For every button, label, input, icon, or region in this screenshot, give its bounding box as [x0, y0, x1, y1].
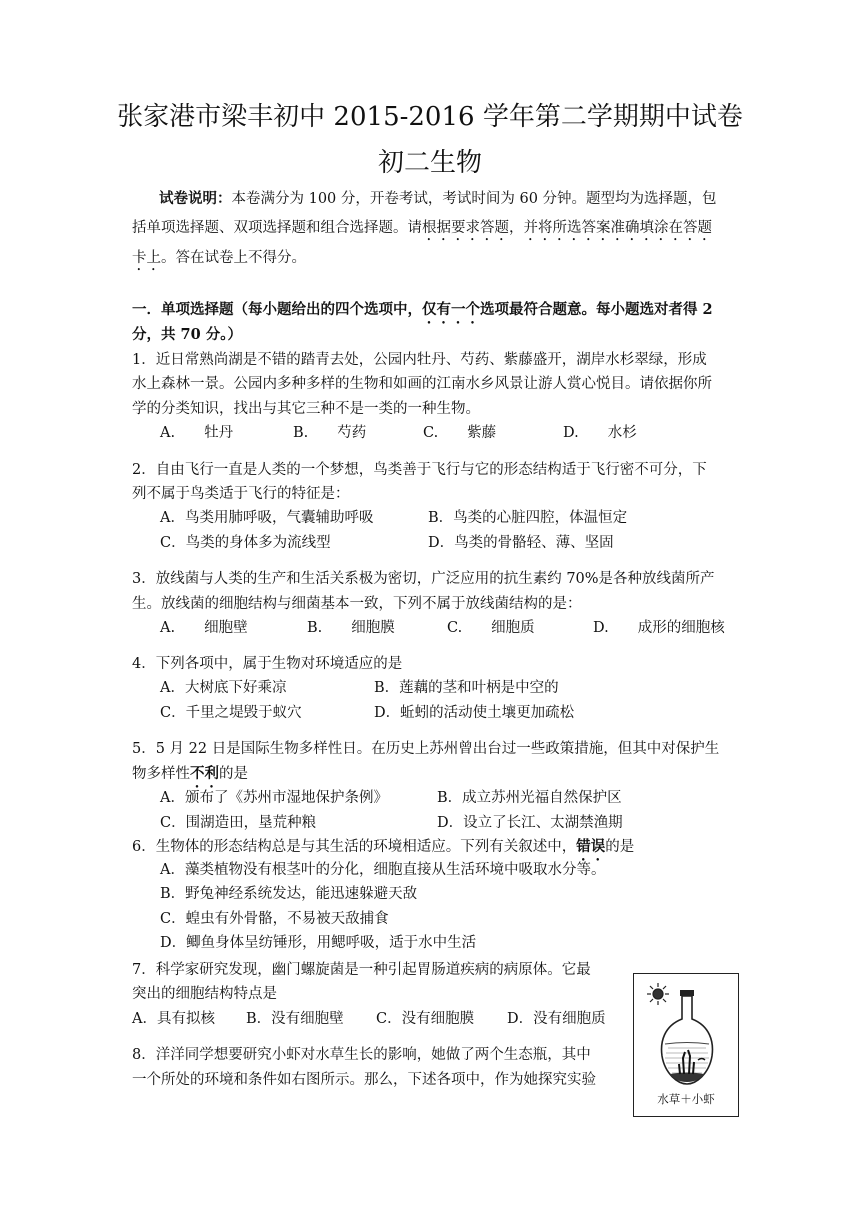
- question-2-option-b: B．鸟类的心脏四腔，体温恒定: [428, 510, 628, 526]
- question-1-option-c: C. 紫藤: [423, 425, 497, 441]
- question-1-option-a: A. 牡丹: [160, 425, 234, 441]
- section-heading-emphasis: 仅有一个: [422, 301, 480, 318]
- question-6-option-b: B．野兔神经系统发达，能迅速躲避天敌: [160, 886, 418, 902]
- question-7-option-b: B．没有细胞壁: [246, 1011, 344, 1027]
- question-5-option-d: D．设立了长江、太湖禁渔期: [437, 815, 623, 831]
- instructions-label: 试卷说明：: [159, 190, 232, 207]
- question-7-line-2: 突出的细胞结构特点是: [132, 986, 277, 1002]
- question-3-option-a: A. 细胞壁: [160, 620, 248, 636]
- question-2-line-2: 列不属于鸟类适于飞行的特征是：: [132, 486, 350, 502]
- question-7-line-1: 7．科学家研究发现，幽门螺旋菌是一种引起胃肠道疾病的病原体。它最: [132, 962, 591, 978]
- question-6-option-a: A．藻类植物没有根茎叶的分化，细胞直接从生活环境中吸取水分等。: [160, 862, 606, 878]
- question-5-emphasis: 不利: [190, 765, 219, 782]
- question-3-option-c: C. 细胞质: [447, 620, 535, 636]
- page-title: 张家港市梁丰初中 2015-2016 学年第二学期期中试卷: [117, 102, 743, 132]
- question-6-text-a: 6．生物体的形态结构总是与其生活的环境相适应。下列有关叙述中，: [132, 839, 577, 855]
- question-1-line-3: 学的分类知识，找出与其它三种不是一类的一种生物。: [132, 401, 480, 417]
- question-6-option-d: D．鲫鱼身体呈纺锤形，用鳃呼吸，适于水中生活: [160, 935, 477, 951]
- question-8-line-1: 8．洋洋同学想要研究小虾对水草生长的影响，她做了两个生态瓶，其中: [132, 1047, 591, 1063]
- question-2-line-1: 2．自由飞行一直是人类的一个梦想，鸟类善于飞行与它的形态结构适于飞行密不可分，下: [132, 462, 707, 478]
- question-3-line-1: 3．放线菌与人类的生产和生活关系极为密切，广泛应用的抗生素约 70%是各种放线菌所产: [132, 571, 715, 587]
- section-heading-line-2: 分，共 70 分。）: [132, 326, 243, 343]
- question-1-option-d: D. 水杉: [563, 425, 637, 441]
- question-5-line-2: [132, 765, 248, 791]
- question-5-text-c: 的是: [219, 766, 248, 782]
- question-5-option-b: B．成立苏州光福自然保护区: [437, 790, 622, 806]
- question-4-option-b: B．莲藕的茎和叶柄是中空的: [374, 680, 559, 696]
- section-heading-text-a: 一．单项选择题（每小题给出的四个选项中，: [132, 301, 422, 318]
- question-7-option-a: A．具有拟核: [132, 1011, 215, 1027]
- question-5-option-c: C．围湖造田，垦荒种粮: [160, 815, 317, 831]
- instructions-text-3b: 。答在试卷上不得分。: [161, 250, 306, 266]
- instructions-text-1: 本卷满分为 100 分，开卷考试，考试时间为 60 分钟。题型均为选择题，包: [231, 191, 717, 207]
- question-1-line-1: 1．近日常熟尚湖是不错的踏青去处，公园内牡丹、芍药、紫藤盛开，湖岸水杉翠绿，形成: [132, 352, 707, 368]
- instructions-emphasis-3: 卡上: [132, 250, 161, 266]
- question-6-emphasis: 错误: [576, 838, 606, 855]
- question-4-line-1: 4．下列各项中，属于生物对环境适应的是: [132, 656, 403, 672]
- question-4-option-d: D．蚯蚓的活动使土壤更加疏松: [374, 705, 575, 721]
- section-heading-text-c: 选项最符合题意。每小题选对者得 2: [480, 301, 713, 318]
- instructions-emphasis-1: 根据要求答题: [422, 220, 509, 236]
- question-1-line-2: 水上森林一景。公园内多种多样的生物和如画的江南水乡风景让游人赏心悦目。请依据你所: [132, 376, 712, 392]
- question-6-line-1: [132, 838, 634, 864]
- question-7-option-d: D．没有细胞质: [507, 1011, 606, 1027]
- question-3-line-2: 生。放线菌的细胞结构与细菌基本一致，下列不属于放线菌结构的是：: [132, 596, 582, 612]
- instructions-line-1: [159, 190, 717, 208]
- question-6-option-c: C．蝗虫有外骨骼，不易被天敌捕食: [160, 911, 389, 927]
- sun-icon: [647, 983, 669, 1005]
- figure-caption: 水草＋小虾: [657, 1092, 715, 1106]
- page-subtitle: 初二生物: [377, 148, 482, 178]
- question-6-text-c: 的是: [605, 839, 635, 855]
- question-5-option-a: A．颁布了《苏州市湿地保护条例》: [160, 790, 388, 806]
- question-2-option-a: A．鸟类用肺呼吸，气囊辅助呼吸: [160, 510, 374, 526]
- question-4-option-a: A．大树底下好乘凉: [160, 680, 287, 696]
- flask-outline: [662, 996, 713, 1084]
- question-5-line-1: 5．5 月 22 日是国际生物多样性日。在历史上苏州曾出台过一些政策措施，但其中对保护生: [132, 741, 720, 757]
- question-7-option-c: C．没有细胞膜: [376, 1011, 475, 1027]
- instructions-text-2a: 括单项选择题、双项选择题和组合选择题。请: [132, 220, 422, 236]
- section-heading-line-1: [132, 301, 713, 327]
- question-8-line-2: 一个所处的环境和条件如右图所示。那么，下述各项中，作为她探究实验: [132, 1072, 596, 1088]
- question-1-option-b: B. 芍药: [293, 425, 367, 441]
- instructions-text-2c: ，: [509, 220, 524, 236]
- instructions-emphasis-2: 并将所选答案准确填涂在答题: [523, 220, 712, 236]
- instructions-line-2: [132, 220, 712, 244]
- ecological-bottle-figure: [633, 973, 739, 1117]
- question-3-option-d: D. 成形的细胞核: [593, 620, 725, 636]
- question-2-option-c: C．鸟类的身体多为流线型: [160, 535, 331, 551]
- instructions-line-3: [132, 250, 306, 274]
- question-5-text-a: 物多样性: [132, 766, 190, 782]
- question-2-option-d: D．鸟类的骨骼轻、薄、坚固: [428, 535, 614, 551]
- question-4-option-c: C．千里之堤毁于蚁穴: [160, 705, 302, 721]
- question-3-option-b: B. 细胞膜: [307, 620, 395, 636]
